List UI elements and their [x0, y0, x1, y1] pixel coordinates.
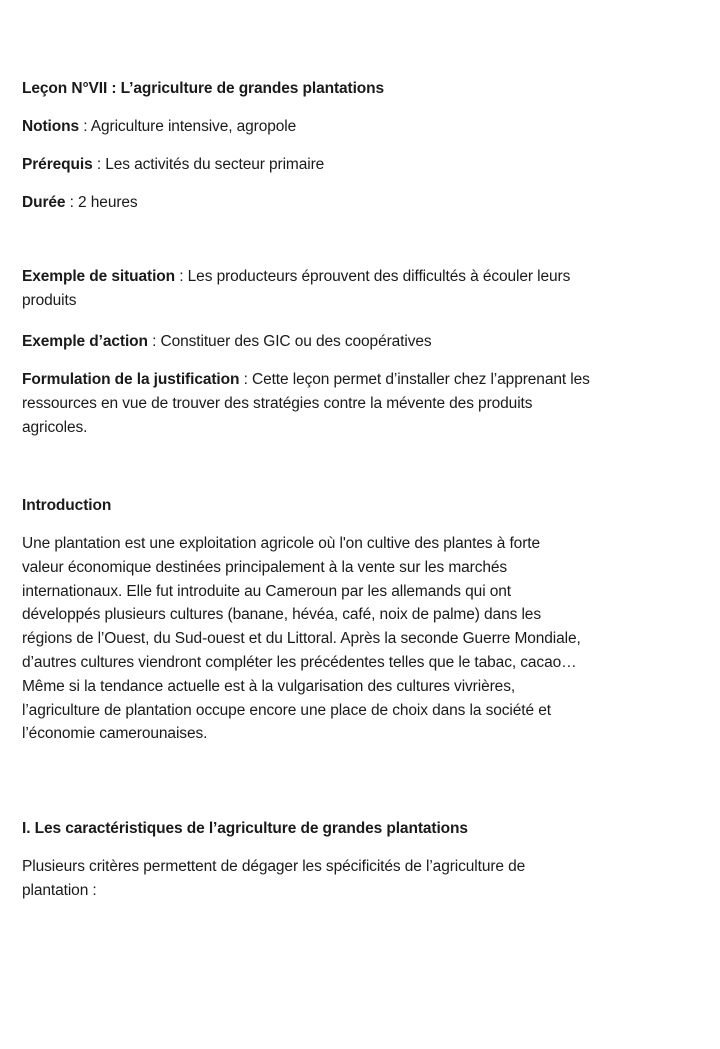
exemple-action-line [22, 330, 432, 354]
prerequis-label: Prérequis [22, 156, 93, 173]
prerequis-line [22, 153, 324, 177]
exemple-situation [22, 265, 702, 313]
duree-label: Durée [22, 194, 66, 211]
notions-value: : Agriculture intensive, agropole [79, 118, 297, 135]
notions-label: Notions [22, 118, 79, 135]
introduction-line: d’autres cultures viendront compléter les précédentes telles que le tabac, cacao… [22, 653, 577, 671]
introduction-line: l’agriculture de plantation occupe encore une place de choix dans la société et [22, 701, 551, 719]
introduction-line: Une plantation est une exploitation agricole où l'on cultive des plantes à forte [22, 535, 540, 552]
section1-line: Plusieurs critères permettent de dégager les spécificités de l’agriculture de [22, 858, 526, 875]
introduction-body [22, 532, 702, 746]
justification-text: agricoles. [22, 418, 88, 436]
exemple-situation-text: produits [22, 291, 77, 309]
introduction-line: internationaux. Elle fut introduite au Cameroun par les allemands qui ont [22, 582, 511, 600]
lesson-title: Leçon N°VII : L’agriculture de grandes plantations [22, 80, 385, 97]
introduction-line: régions de l’Ouest, du Sud-ouest et du Littoral. Après la seconde Guerre Mondiale, [22, 630, 581, 648]
exemple-action-value: : Constituer des GIC ou des coopératives [147, 333, 432, 350]
introduction-line: l’économie camerounaises. [22, 725, 208, 743]
introduction-line: Même si la tendance actuelle est à la vulgarisation des cultures vivrières, [22, 677, 516, 695]
notions-line [22, 115, 296, 139]
exemple-action-label: Exemple d’action [22, 333, 148, 350]
justification-label: Formulation de la justification [22, 371, 240, 388]
duree-line [22, 191, 138, 215]
duree-value: : 2 heures [65, 194, 138, 211]
justification-text: : Cette leçon permet d’installer chez l’apprenant les [239, 371, 590, 388]
justification [22, 368, 702, 439]
exemple-situation-text: : Les producteurs éprouvent des difficultés à écouler leurs [175, 268, 571, 285]
section1-body [22, 855, 702, 903]
section1-heading: I. Les caractéristiques de l’agriculture de grandes plantations [22, 820, 468, 837]
prerequis-value: : Les activités du secteur primaire [92, 156, 325, 173]
justification-text: ressources en vue de trouver des stratégies contre la mévente des produits [22, 394, 533, 412]
section1-line: plantation : [22, 881, 97, 899]
exemple-situation-label: Exemple de situation [22, 268, 176, 285]
introduction-line: valeur économique destinées principalement à la vente sur les marchés [22, 558, 508, 576]
introduction-line: développés plusieurs cultures (banane, hévéa, café, noix de palme) dans les [22, 606, 541, 624]
introduction-heading: Introduction [22, 497, 112, 514]
